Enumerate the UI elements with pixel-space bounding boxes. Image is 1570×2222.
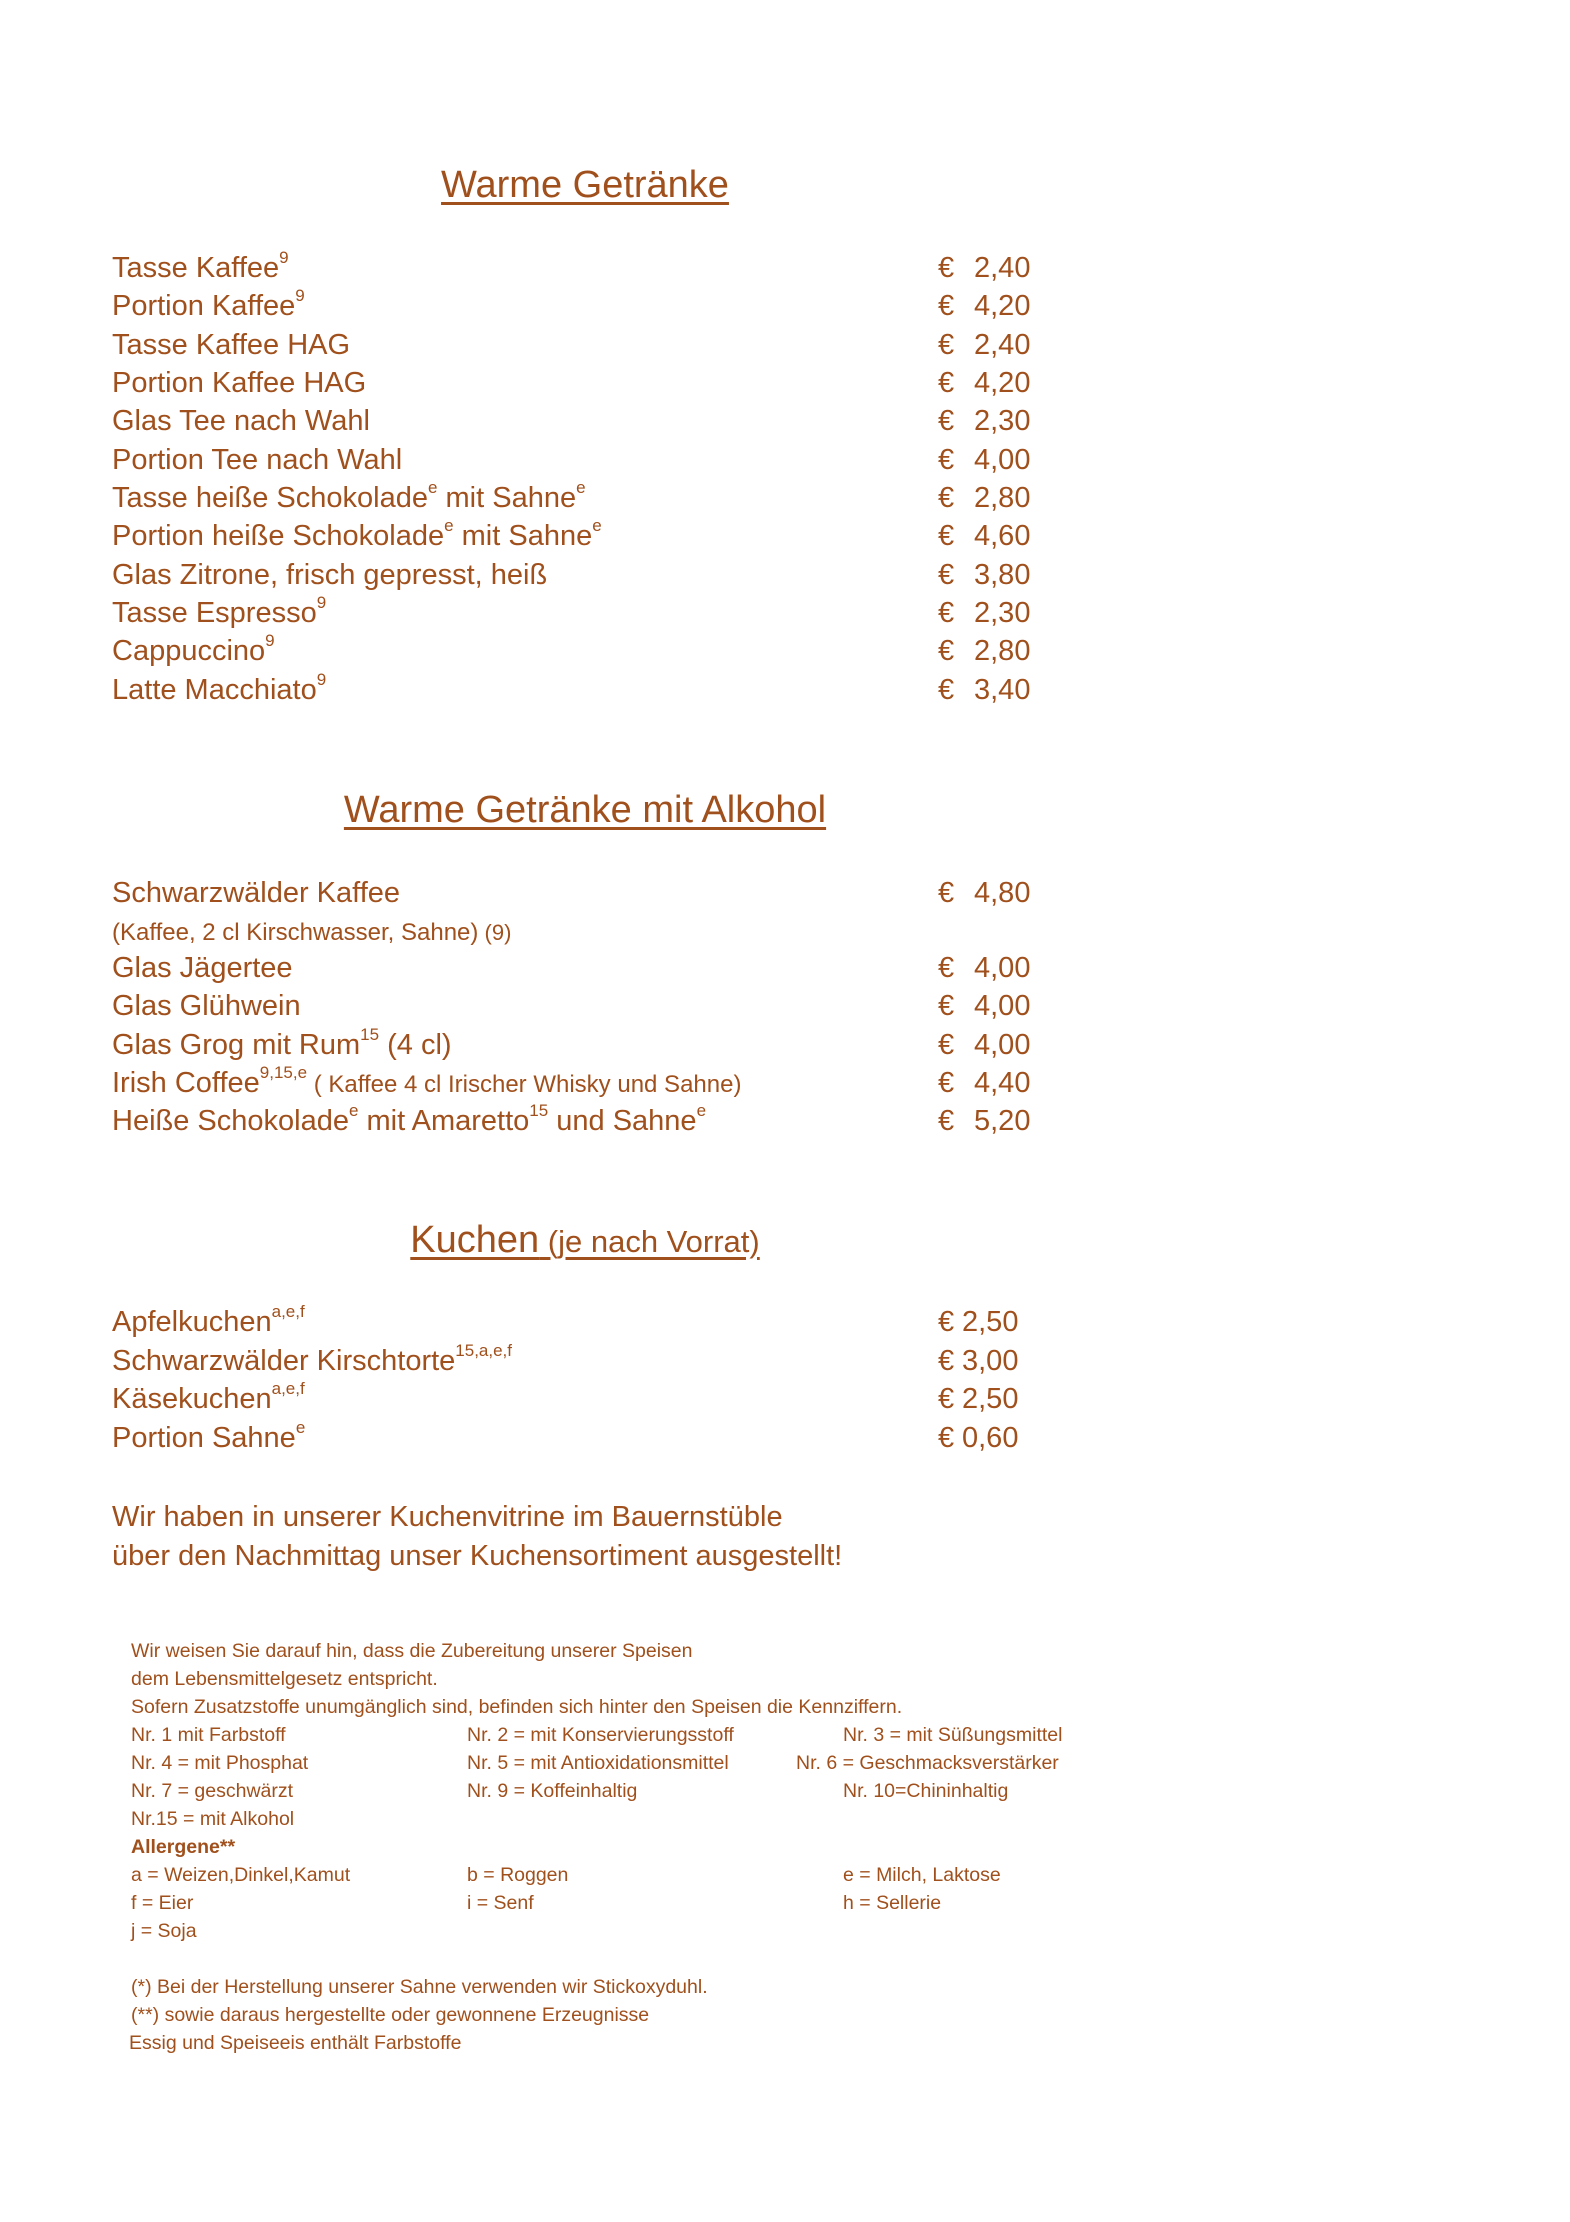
menu-item (112, 559, 1052, 597)
item-price: € 2,50 (938, 1383, 1019, 1415)
item-price: € 4,00 (938, 952, 1031, 984)
additive-item: Nr.15 = mit Alkohol (131, 1808, 295, 1830)
item-price: € 4,00 (938, 444, 1031, 476)
menu-item (112, 1418, 1052, 1460)
menu-item (112, 405, 1052, 443)
item-name: Schwarzwälder Kaffee (112, 877, 401, 909)
footer-note: Essig und Speiseeis enthält Farbstoffe (129, 2032, 462, 2054)
menu-item (112, 1101, 1052, 1143)
menu-item (112, 1025, 1052, 1067)
item-price: € 2,80 (938, 635, 1031, 667)
item-name: Glas Glühwein (112, 990, 301, 1022)
menu-item (112, 329, 1052, 367)
item-name: Käsekuchen$^{a,e,f}$ (112, 1379, 305, 1415)
item-name: Portion Tee nach Wahl (112, 444, 403, 476)
additive-item: Nr. 3 = mit Süßungsmittel (843, 1724, 1063, 1746)
item-name: Apfelkuchen$^{a,e,f}$ (112, 1302, 305, 1338)
additive-item: Nr. 10=Chininhaltig (843, 1780, 1009, 1802)
item-name: Tasse heiße Schokolade$^e$ mit Sahne$^e$ (112, 478, 586, 514)
footer-intro-line: Sofern Zusatzstoffe unumgänglich sind, befinden sich hinter den Speisen die Kennziffern. (131, 1696, 903, 1718)
item-price: € 4,20 (938, 367, 1031, 399)
menu-item (112, 670, 1052, 712)
allergen-item: a = Weizen,Dinkel,Kamut (131, 1864, 351, 1886)
item-name: Glas Jägertee (112, 952, 293, 984)
item-price: € 4,00 (938, 990, 1031, 1022)
item-name: Glas Tee nach Wahl (112, 405, 370, 437)
additive-item: Nr. 2 = mit Konservierungsstoff (467, 1724, 734, 1746)
menu-item (112, 593, 1052, 635)
allergen-item: e = Milch, Laktose (843, 1864, 1001, 1886)
menu-item (112, 516, 1052, 558)
item-price: € 2,40 (938, 329, 1031, 361)
item-price: € 3,80 (938, 559, 1031, 591)
menu-item (112, 367, 1052, 405)
item-name: Portion heiße Schokolade$^e$ mit Sahne$^e$ (112, 516, 602, 552)
item-name: Tasse Espresso$^9$ (112, 593, 327, 629)
menu-item (112, 478, 1052, 520)
item-price: € 3,40 (938, 674, 1031, 706)
item-name: Heiße Schokolade$^e$ mit Amaretto$^{15}$ und Sahne$^e$ (112, 1101, 707, 1137)
item-price: € 4,20 (938, 290, 1031, 322)
item-price: € 2,40 (938, 252, 1031, 284)
footer-note: (*) Bei der Herstellung unserer Sahne verwenden wir Stickoxyduhl. (131, 1976, 708, 1998)
menu-item (112, 1341, 1052, 1383)
section-title-kuchen: Kuchen (je nach Vorrat) (410, 1219, 760, 1261)
footer-intro-line: dem Lebensmittelgesetz entspricht. (131, 1668, 438, 1690)
item-price: € 4,00 (938, 1029, 1031, 1061)
item-price: € 4,40 (938, 1067, 1031, 1099)
item-price: € 5,20 (938, 1105, 1031, 1137)
item-name: Glas Grog mit Rum$^{15}$ (4 cl) (112, 1025, 452, 1061)
item-price: € 0,60 (938, 1422, 1019, 1454)
item-name: Glas Zitrone, frisch gepresst, heiß (112, 559, 548, 591)
item-price: € 3,00 (938, 1345, 1019, 1377)
item-name: Irish Coffee$^{9,15,e}$ ( Kaffee 4 cl Irischer Whisky und Sahne) (112, 1063, 742, 1099)
menu-item (112, 990, 1052, 1028)
allergen-item: h = Sellerie (843, 1892, 942, 1914)
allergen-item: b = Roggen (467, 1864, 569, 1886)
item-name: Schwarzwälder Kirschtorte$^{15,a,e,f}$ (112, 1341, 513, 1377)
item-name: Portion Sahne$^e$ (112, 1418, 306, 1454)
section-title-warme-getraenke-alkohol: Warme Getränke mit Alkohol (343, 789, 827, 831)
allergen-item: j = Soja (131, 1920, 197, 1942)
item-name: Cappuccino$^9$ (112, 631, 275, 667)
item-name: Tasse Kaffee$^9$ (112, 248, 289, 284)
item-price: € 4,80 (938, 877, 1031, 909)
item-description: (Kaffee, 2 cl Kirschwasser, Sahne) (9) (112, 919, 512, 946)
menu-item (112, 444, 1052, 482)
menu-item (112, 286, 1052, 328)
kuchen-info-line: über den Nachmittag unser Kuchensortiment ausgestellt! (112, 1540, 843, 1572)
additive-item: Nr. 7 = geschwärzt (131, 1780, 294, 1802)
item-name: Portion Kaffee$^9$ (112, 286, 305, 322)
additive-item: Nr. 1 mit Farbstoff (131, 1724, 286, 1746)
kuchen-info-line: Wir haben in unserer Kuchenvitrine im Bauernstüble (112, 1501, 783, 1533)
menu-item (112, 877, 1052, 915)
additive-item: Nr. 9 = Koffeinhaltig (467, 1780, 638, 1802)
item-price: € 2,30 (938, 597, 1031, 629)
allergen-item: i = Senf (467, 1892, 534, 1914)
additive-item: Nr. 5 = mit Antioxidationsmittel (467, 1752, 729, 1774)
item-price: € 2,50 (938, 1306, 1019, 1338)
menu-item (112, 952, 1052, 990)
allergen-item: f = Eier (131, 1892, 194, 1914)
item-price: € 4,60 (938, 520, 1031, 552)
section-title-warme-getraenke: Warme Getränke (441, 164, 729, 206)
menu-item (112, 1379, 1052, 1421)
footer-note: (**) sowie daraus hergestellte oder gewonnene Erzeugnisse (131, 2004, 650, 2026)
menu-item (112, 1063, 1052, 1105)
footer-intro-line: Wir weisen Sie darauf hin, dass die Zubereitung unserer Speisen (131, 1640, 693, 1662)
menu-item (112, 631, 1052, 673)
item-name: Latte Macchiato$^9$ (112, 670, 327, 706)
allergens-title: Allergene** (131, 1836, 236, 1858)
item-name: Portion Kaffee HAG (112, 367, 367, 399)
menu-item (112, 248, 1052, 290)
item-price: € 2,30 (938, 405, 1031, 437)
additive-item: Nr. 6 = Geschmacksverstärker (796, 1752, 1059, 1774)
item-price: € 2,80 (938, 482, 1031, 514)
item-name: Tasse Kaffee HAG (112, 329, 351, 361)
additive-item: Nr. 4 = mit Phosphat (131, 1752, 309, 1774)
menu-item (112, 1302, 1052, 1344)
